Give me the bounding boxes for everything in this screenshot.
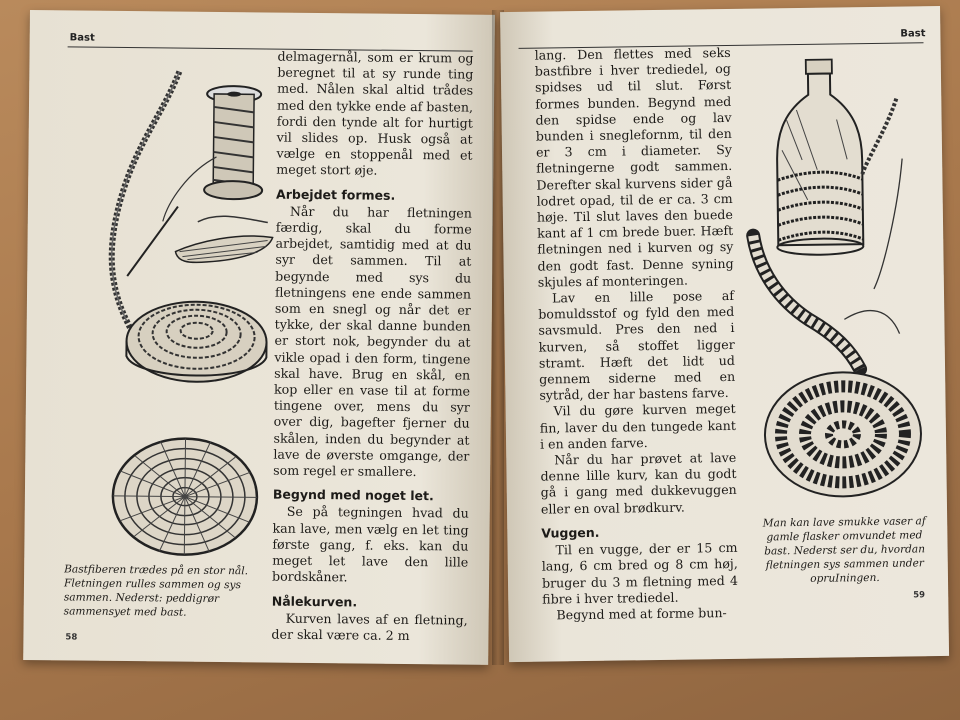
section-heading: Arbejdet formes. (276, 186, 396, 203)
bast-bundle-icon (175, 216, 272, 263)
body-paragraph: Lav en lille pose af bomuldsstof og fyld den med savsmuld. Pres den ned i kurven, så stoffet ligger stramt. Hæft det lidt ud gennem siderne med en sytråd, der har bastens farve. (538, 287, 736, 403)
body-paragraph: Når du har prøvet at lave denne lille kurv, kan du godt gå i gang med dukkevuggen eller en oval brødkurv. (540, 449, 737, 517)
right-body-text (535, 45, 739, 624)
section-heading: Nålekurven. (271, 593, 358, 609)
section-heading: Vuggen. (541, 524, 600, 541)
needle-icon (872, 159, 904, 289)
spool-icon (204, 86, 263, 200)
body-paragraph: lang. Den flettes med seks bastfibre i hver trediedel, og spidses ud til slut. Først formes bunden. Begynd med den spidse ende og lav bunden i sneglefornm, til den er 3 cm i diameter. Sy fletningerne godt sammen. Derefter skal kurvens sider gå lodret opad, til de er ca. 3 cm høje. Til slut laves den buede kant af 1 cm brede buer. Hæft fletningen ned i kurven og sy den godt fast. Denne syning skjules af monteringen. (534, 44, 734, 290)
body-paragraph: Vil du gøre kurven meget fin, laver du den tungede kant i en anden farve. (539, 401, 736, 452)
body-paragraph: Til en vugge, der er 15 cm lang, 6 cm bred og 8 cm høj, bruger du 3 m fletning med 4 fibre i hver trediedel. (541, 539, 739, 607)
left-body-text (271, 49, 473, 645)
figure-caption-right: Man kan lave smukke vaser af gamle flasker omvundet med bast. Nederst ser du, hvordan fletningen sys sammen under opruIningen. (762, 515, 926, 585)
page-number-left: 58 (65, 632, 78, 643)
needle-icon (127, 206, 178, 277)
body-paragraph: Se på tegningen hvad du kan lave, men vælg en let ting første gang, f. eks. kan du meget let lave den lille bordskåner. (272, 504, 469, 585)
left-page (23, 10, 495, 665)
running-header-left: Bast (69, 32, 95, 44)
right-page (500, 6, 949, 662)
figure-caption-left: Bastfiberen trædes på en stor nål. Fletningen rulles sammen og sys sammen. Nederst: peddigrør sammensyet med bast. (63, 563, 249, 619)
coiled-braid-icon (126, 301, 267, 382)
bottle-icon (775, 59, 864, 255)
section-heading: Begynd med noget let. (272, 486, 434, 504)
left-illustrations (64, 50, 270, 592)
body-paragraph: Når du har fletningen færdig, skal du forme arbejdet, samtidig med at du syr det sammen. Til at begynde med sys du fletningens ene ende sammen som en snegl og når det er tykke, der skal danne bunden er stort nok, begynder du at vikle opad i den form, tingene skal have. Brug en skål, en kop eller en vase til at forme tingene over, mens du syr over dig, bagefter fjerner du skålen, inden du begynder at lave de øverste omgange, der som regel er smallere. (273, 203, 472, 480)
open-book (30, 0, 940, 690)
body-paragraph: Begynd med at forme bun- (556, 604, 727, 623)
running-header-right: Bast (900, 28, 926, 40)
right-illustrations (746, 48, 933, 520)
body-paragraph: delmagernål, som er krum og beregnet til at sy runde ting med. Nålen skal altid trådes med den tykke ende af basten, fordi den tynde alt for hurtigt vil slides op. Husk også at vælge en stoppenål med et meget stort øje. (276, 48, 474, 179)
coiled-spiral-icon (764, 371, 922, 497)
body-paragraph: Kurven laves af en fletning, der skal være ca. 2 m (271, 610, 468, 643)
page-number-right: 59 (913, 590, 926, 601)
woven-coaster-icon (112, 438, 257, 556)
